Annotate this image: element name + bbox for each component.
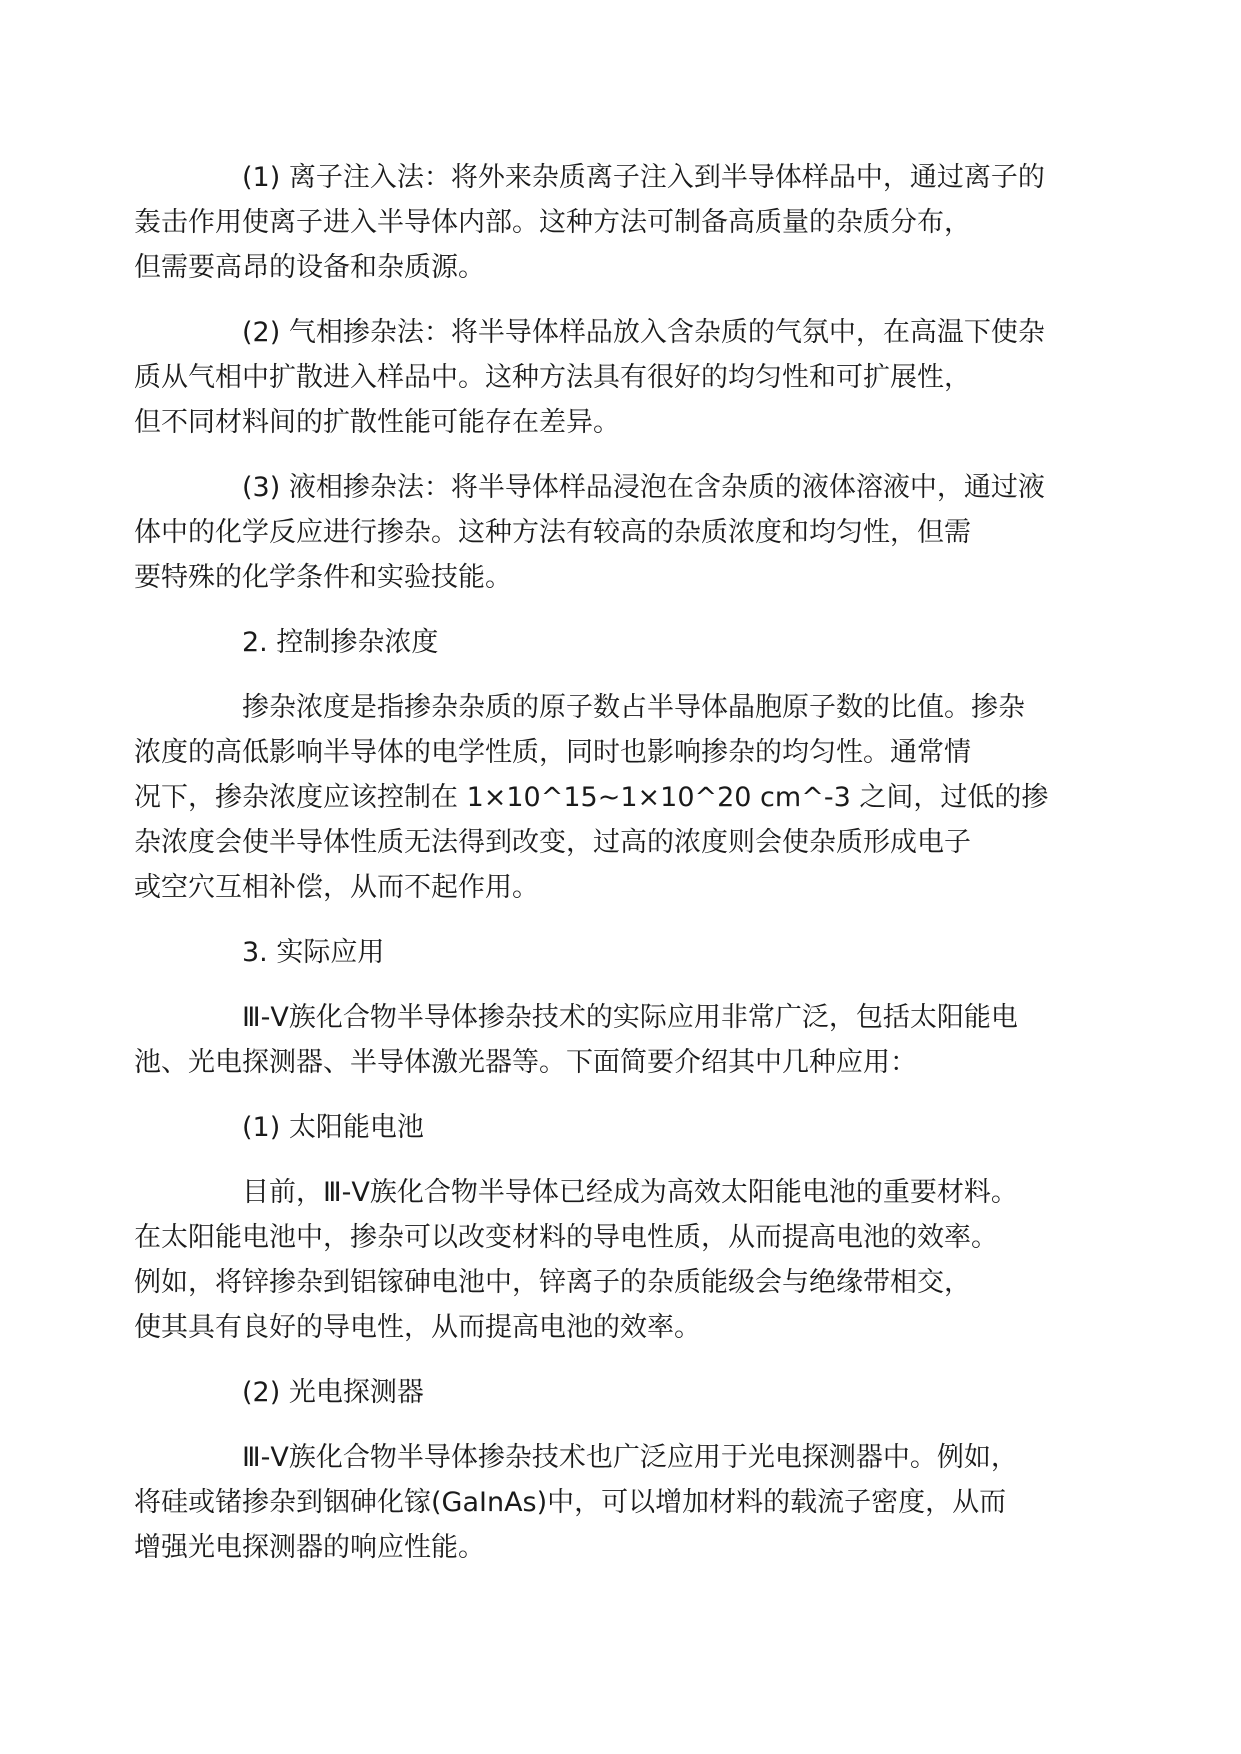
text-line: Ⅲ-Ⅴ族化合物半导体掺杂技术的实际应用非常广泛，包括太阳能电: [242, 1002, 1018, 1033]
text-line: 杂浓度会使半导体性质无法得到改变，过高的浓度则会使杂质形成电子: [134, 827, 971, 858]
text-line: 增强光电探测器的响应性能。: [134, 1532, 485, 1563]
text-line: 在太阳能电池中，掺杂可以改变材料的导电性质，从而提高电池的效率。: [134, 1222, 998, 1253]
text-line: 使其具有良好的导电性，从而提高电池的效率。: [134, 1312, 701, 1343]
text-line: 池、光电探测器、半导体激光器等。下面简要介绍其中几种应用：: [134, 1047, 917, 1078]
heading-text: 3. 实际应用: [242, 937, 385, 968]
paragraph-photodetectors: [134, 1435, 1088, 1570]
section-heading-applications: [188, 930, 1088, 975]
subheading-photodetectors: [188, 1370, 1088, 1415]
section-heading-doping-concentration: [188, 620, 1088, 665]
paragraph-vapor-doping: [134, 310, 1088, 445]
paragraph-solar-cells: [134, 1170, 1088, 1350]
text-line: 但需要高昂的设备和杂质源。: [134, 252, 485, 283]
paragraph-doping-concentration: [134, 685, 1088, 910]
text-line: 或空穴互相补偿，从而不起作用。: [134, 872, 539, 903]
text-line: 目前，Ⅲ-Ⅴ族化合物半导体已经成为高效太阳能电池的重要材料。: [242, 1177, 1018, 1208]
text-line: 但不同材料间的扩散性能可能存在差异。: [134, 407, 620, 438]
text-line: (3) 液相掺杂法：将半导体样品浸泡在含杂质的液体溶液中，通过液: [242, 472, 1045, 503]
text-line: 例如，将锌掺杂到铝镓砷电池中，锌离子的杂质能级会与绝缘带相交，: [134, 1267, 971, 1298]
text-line: 轰击作用使离子进入半导体内部。这种方法可制备高质量的杂质分布，: [134, 207, 971, 238]
text-line: 浓度的高低影响半导体的电学性质，同时也影响掺杂的均匀性。通常情: [134, 737, 971, 768]
heading-text: (2) 光电探测器: [242, 1377, 424, 1408]
text-line: 要特殊的化学条件和实验技能。: [134, 562, 512, 593]
text-line: 况下，掺杂浓度应该控制在 1×10^15~1×10^20 cm^-3 之间，过低的掺: [134, 782, 1049, 813]
text-line: 掺杂浓度是指掺杂杂质的原子数占半导体晶胞原子数的比值。掺杂: [242, 692, 1025, 723]
heading-text: (1) 太阳能电池: [242, 1112, 424, 1143]
text-line: (1) 离子注入法：将外来杂质离子注入到半导体样品中，通过离子的: [242, 162, 1045, 193]
paragraph-applications-intro: [134, 995, 1088, 1085]
document-page: [134, 155, 1088, 1590]
heading-text: 2. 控制掺杂浓度: [242, 627, 439, 658]
text-line: 将硅或锗掺杂到铟砷化镓(GaInAs)中，可以增加材料的载流子密度，从而: [134, 1487, 1007, 1518]
paragraph-ion-implantation: [134, 155, 1088, 290]
text-line: Ⅲ-Ⅴ族化合物半导体掺杂技术也广泛应用于光电探测器中。例如，: [242, 1442, 1018, 1473]
text-line: 体中的化学反应进行掺杂。这种方法有较高的杂质浓度和均匀性，但需: [134, 517, 971, 548]
text-line: (2) 气相掺杂法：将半导体样品放入含杂质的气氛中，在高温下使杂: [242, 317, 1045, 348]
subheading-solar-cells: [188, 1105, 1088, 1150]
paragraph-liquid-doping: [134, 465, 1088, 600]
text-line: 质从气相中扩散进入样品中。这种方法具有很好的均匀性和可扩展性，: [134, 362, 971, 393]
